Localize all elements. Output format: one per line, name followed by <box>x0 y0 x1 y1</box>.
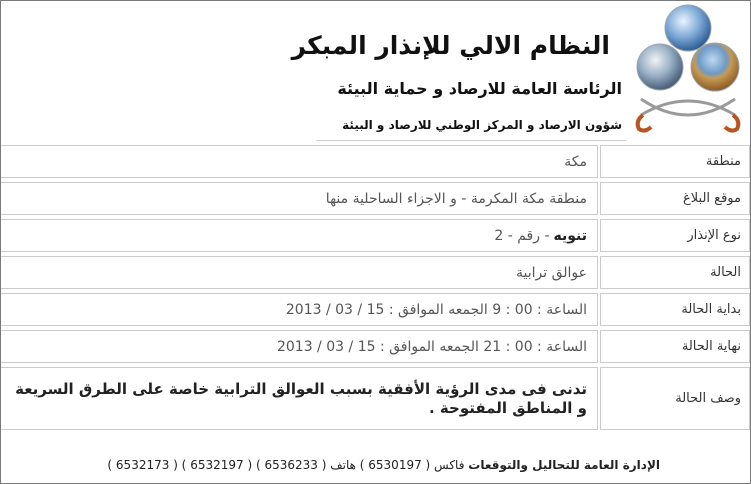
location-value: منطقة مكة المكرمة - و الاجزاء الساحلية منها <box>1 182 598 215</box>
row-label: نوع الإنذار <box>600 219 750 252</box>
row-label: بداية الحالة <box>600 293 750 326</box>
warning-type-number: - رقم - 2 <box>494 227 550 244</box>
page-title: النظام الالي للإنذار المبكر <box>291 31 610 60</box>
table-row-status <box>1 256 750 289</box>
warning-type-name: تنويه <box>553 227 587 244</box>
end-time-value: الساعة : 00 : 21 الجمعه الموافق : 15 / 03 / 2013 <box>1 330 598 363</box>
description-value: تدنى فى مدى الرؤية الأفقية بسبب العوالق الترابية خاصة على الطرق السريعة و المناطق المفتوحة . <box>1 367 598 430</box>
table-row-end <box>1 330 750 363</box>
region-value: مكة <box>1 145 598 178</box>
warning-type-value <box>1 219 598 252</box>
header-divider <box>316 140 626 141</box>
row-label: نهاية الحالة <box>600 330 750 363</box>
row-label: وصف الحالة <box>600 367 750 430</box>
footer-contact <box>107 458 660 472</box>
warning-details-table <box>1 145 750 434</box>
table-row-start <box>1 293 750 326</box>
logo-icon <box>633 3 743 139</box>
start-time-value: الساعة : 00 : 9 الجمعه الموافق : 15 / 03 / 2013 <box>1 293 598 326</box>
table-row-warning-type <box>1 219 750 252</box>
footer-department: الإدارة العامة للتحاليل والتوقعات <box>468 458 660 472</box>
row-label: الحالة <box>600 256 750 289</box>
footer-phone-numbers: فاكس ( 6530197 ) هاتف ( 6536233 ) ( 6532197 ) ( 6532173 ) <box>107 458 465 472</box>
table-row-region <box>1 145 750 178</box>
table-row-description <box>1 367 750 430</box>
header <box>1 1 750 143</box>
page-subtitle-secondary: شؤون الارصاد و المركز الوطني للارصاد و البيئة <box>342 118 622 132</box>
row-label: موقع البلاغ <box>600 182 750 215</box>
status-value: عوالق ترابية <box>1 256 598 289</box>
page-subtitle: الرئاسة العامة للارصاد و حماية البيئة <box>337 79 622 98</box>
row-label: منطقة <box>600 145 750 178</box>
table-row-location <box>1 182 750 215</box>
